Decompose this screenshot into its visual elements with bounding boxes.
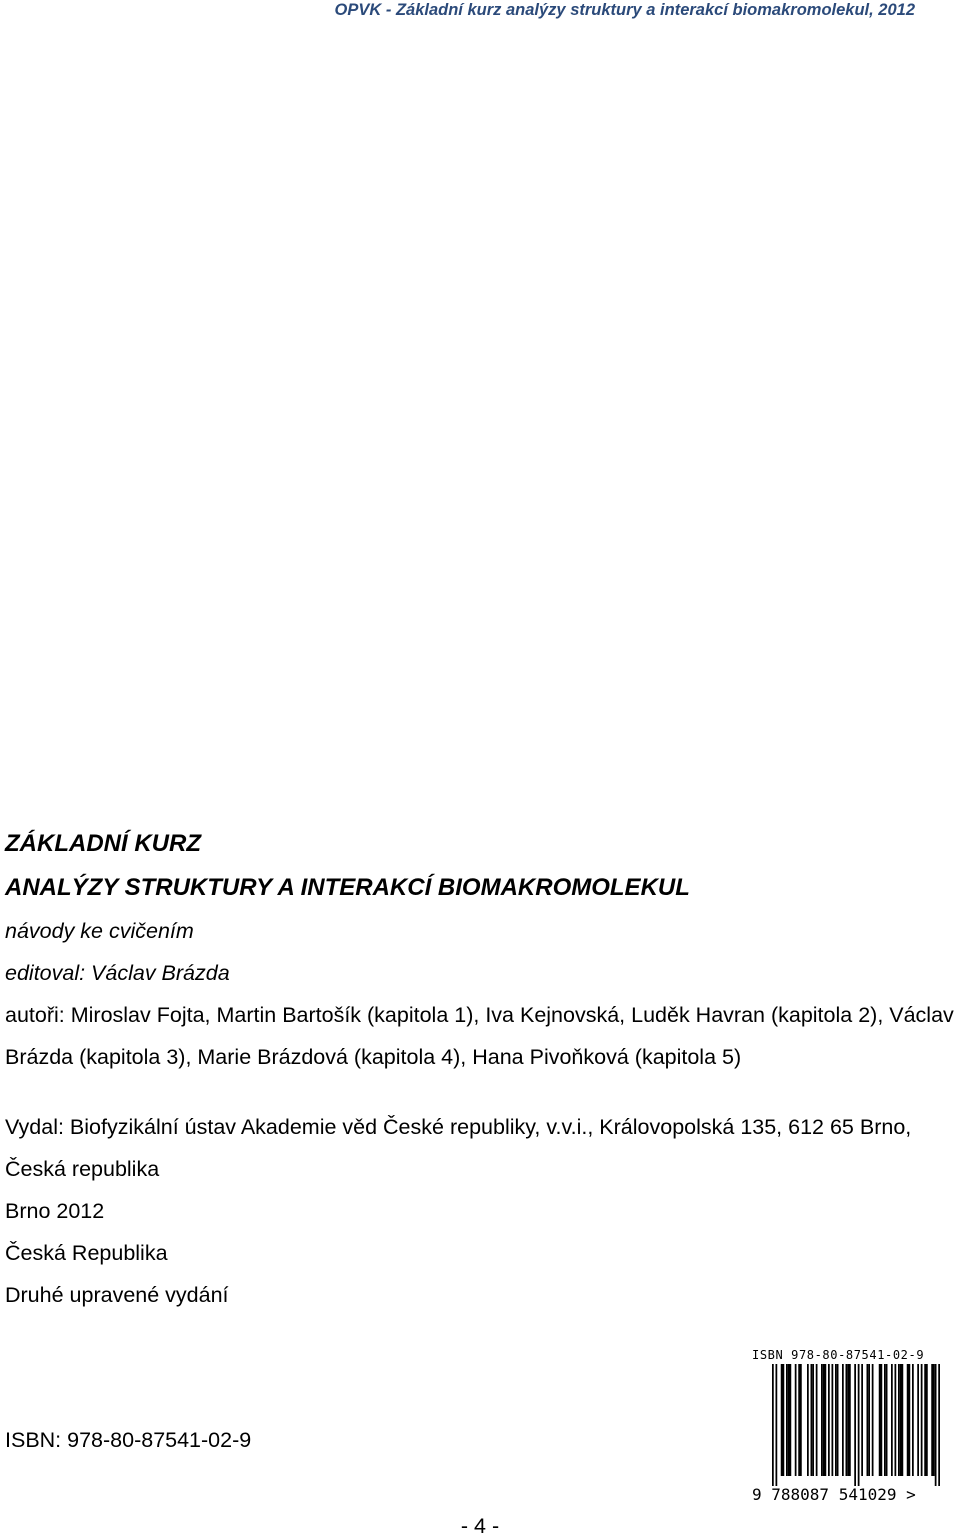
- page-number: - 4 -: [460, 1514, 500, 1538]
- barcode-top-text: ISBN 978-80-87541-02-9: [752, 1348, 925, 1362]
- barcode-bars: [772, 1364, 940, 1486]
- subtitle: návody ke cvičením: [5, 919, 194, 943]
- isbn-line: ISBN: 978-80-87541-02-9: [5, 1428, 252, 1452]
- country: Česká Republika: [5, 1241, 168, 1265]
- authors-paragraph: autoři: Miroslav Fojta, Martin Bartošík (kapitola 1), Iva Kejnovská, Luděk Havran (kapitola 2), Václav Brázda (kapitola 3), Marie Brázdová (kapitola 4), Hana Pivoňková (kapitola 5): [5, 1003, 954, 1069]
- editor-line: editoval: Václav Brázda: [5, 961, 230, 985]
- title-page-block: [5, 822, 955, 1316]
- barcode-digits: 9 788087 541029 >: [752, 1485, 916, 1504]
- title-line-2: ANALÝZY STRUKTURY A INTERAKCÍ BIOMAKROMOLEKUL: [5, 874, 690, 901]
- publisher-paragraph: Vydal: Biofyzikální ústav Akademie věd České republiky, v.v.i., Královopolská 135, 612 65 Brno, Česká republika: [5, 1115, 912, 1181]
- place-year: Brno 2012: [5, 1199, 105, 1223]
- running-header: OPVK - Základní kurz analýzy struktury a interakcí biomakromolekul, 2012: [334, 1, 915, 19]
- edition: Druhé upravené vydání: [5, 1283, 229, 1307]
- isbn-barcode: [752, 1347, 960, 1507]
- title-line-1: ZÁKLADNÍ KURZ: [5, 830, 201, 857]
